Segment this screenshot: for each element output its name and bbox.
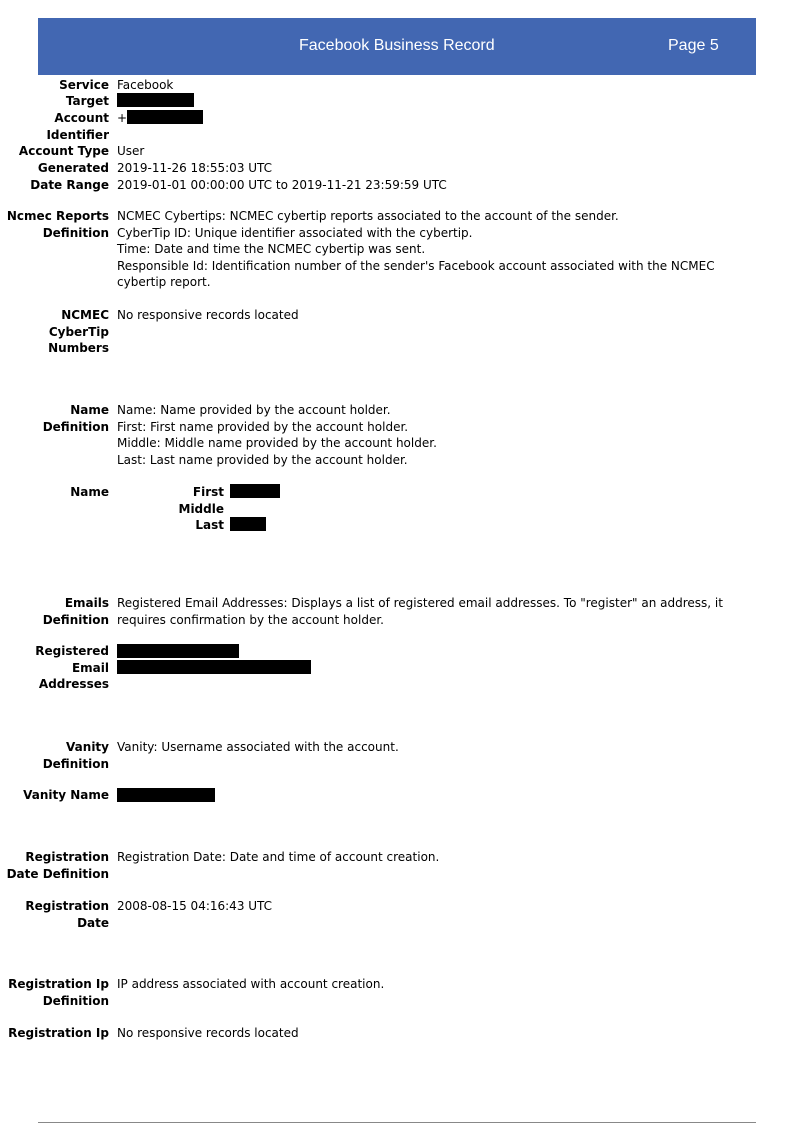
- vanity-def-label: Vanity: [66, 740, 109, 754]
- definition-line: Name: Name provided by the account holder.: [117, 403, 391, 417]
- redaction-block: [230, 484, 280, 498]
- ncmec-def-label-2: Definition: [42, 225, 109, 240]
- account-id-prefix: +: [117, 111, 128, 125]
- name-def-label: Name: [70, 403, 109, 417]
- definition-line: requires confirmation by the account holder.: [117, 612, 384, 627]
- record-title: Facebook Business Record: [299, 37, 495, 54]
- emails-label-2: Email: [71, 660, 109, 675]
- page-number: Page 5: [668, 37, 719, 54]
- account-id-label-2: Identifier: [46, 127, 109, 142]
- reg-date-def-value: Registration Date: Date and time of account creation.: [117, 850, 440, 864]
- definition-line: cybertip report.: [117, 275, 211, 289]
- last-label: Last: [195, 518, 224, 532]
- service-value: Facebook: [117, 78, 174, 92]
- reg-ip-def-label-2: Definition: [42, 993, 109, 1008]
- first-label: First: [192, 485, 224, 499]
- vanity-def-label-2: Definition: [42, 756, 109, 771]
- service-label: Service: [59, 78, 109, 92]
- ncmec-num-value: No responsive records located: [117, 308, 299, 322]
- redaction-block: [230, 517, 266, 531]
- record-header: [38, 18, 756, 75]
- name-label: Name: [70, 485, 109, 499]
- definition-line: CyberTip ID: Unique identifier associated with the cybertip.: [117, 225, 473, 240]
- redaction-block: [117, 93, 194, 107]
- reg-date-label: Registration: [25, 899, 109, 913]
- name-def-label-2: Definition: [42, 419, 109, 434]
- definition-line: Responsible Id: Identification number of the sender's Facebook account associated with the NCMEC: [117, 258, 715, 273]
- definition-line: Time: Date and time the NCMEC cybertip was sent.: [117, 242, 426, 256]
- middle-label: Middle: [178, 502, 224, 516]
- definition-line: First: First name provided by the account holder.: [117, 419, 409, 434]
- emails-def-label: Emails: [64, 596, 109, 610]
- reg-ip-label: Registration Ip: [8, 1026, 109, 1040]
- definition-line: Registered Email Addresses: Displays a list of registered email addresses. To "register" an address, it: [117, 596, 723, 610]
- reg-date-label-2: Date: [77, 915, 109, 930]
- generated-label: Generated: [37, 161, 109, 175]
- redaction-block: [117, 660, 311, 674]
- reg-ip-def-label: Registration Ip: [8, 977, 109, 991]
- reg-date-def-label-2: Date Definition: [6, 866, 109, 881]
- emails-label: Registered: [35, 644, 109, 658]
- vanity-name-label: Vanity Name: [23, 788, 109, 802]
- target-label: Target: [65, 94, 109, 108]
- date-range-label: Date Range: [30, 178, 109, 192]
- account-id-label: Account: [54, 111, 109, 125]
- date-range-value: 2019-01-01 00:00:00 UTC to 2019-11-21 23:59:59 UTC: [117, 178, 447, 192]
- account-type-label: Account Type: [18, 144, 109, 158]
- definition-line: Last: Last name provided by the account holder.: [117, 452, 408, 467]
- reg-ip-def-value: IP address associated with account creation.: [117, 977, 385, 991]
- ncmec-num-label: NCMEC: [61, 308, 109, 322]
- generated-value: 2019-11-26 18:55:03 UTC: [117, 161, 273, 175]
- redaction-block: [127, 110, 203, 124]
- account-type-value: User: [117, 144, 145, 158]
- reg-date-value: 2008-08-15 04:16:43 UTC: [117, 899, 273, 913]
- emails-label-3: Addresses: [38, 677, 109, 691]
- reg-date-def-label: Registration: [25, 850, 109, 864]
- ncmec-num-label-3: Numbers: [48, 341, 109, 355]
- redaction-block: [117, 788, 215, 802]
- definition-line: Middle: Middle name provided by the account holder.: [117, 436, 437, 450]
- definition-line: NCMEC Cybertips: NCMEC cybertip reports associated to the account of the sender.: [117, 209, 619, 223]
- vanity-def-value: Vanity: Username associated with the account.: [117, 740, 399, 754]
- emails-def-label-2: Definition: [42, 612, 109, 627]
- reg-ip-value: No responsive records located: [117, 1026, 299, 1040]
- ncmec-num-label-2: CyberTip: [48, 324, 109, 339]
- redaction-block: [117, 644, 239, 658]
- ncmec-def-label: Ncmec Reports: [6, 209, 109, 223]
